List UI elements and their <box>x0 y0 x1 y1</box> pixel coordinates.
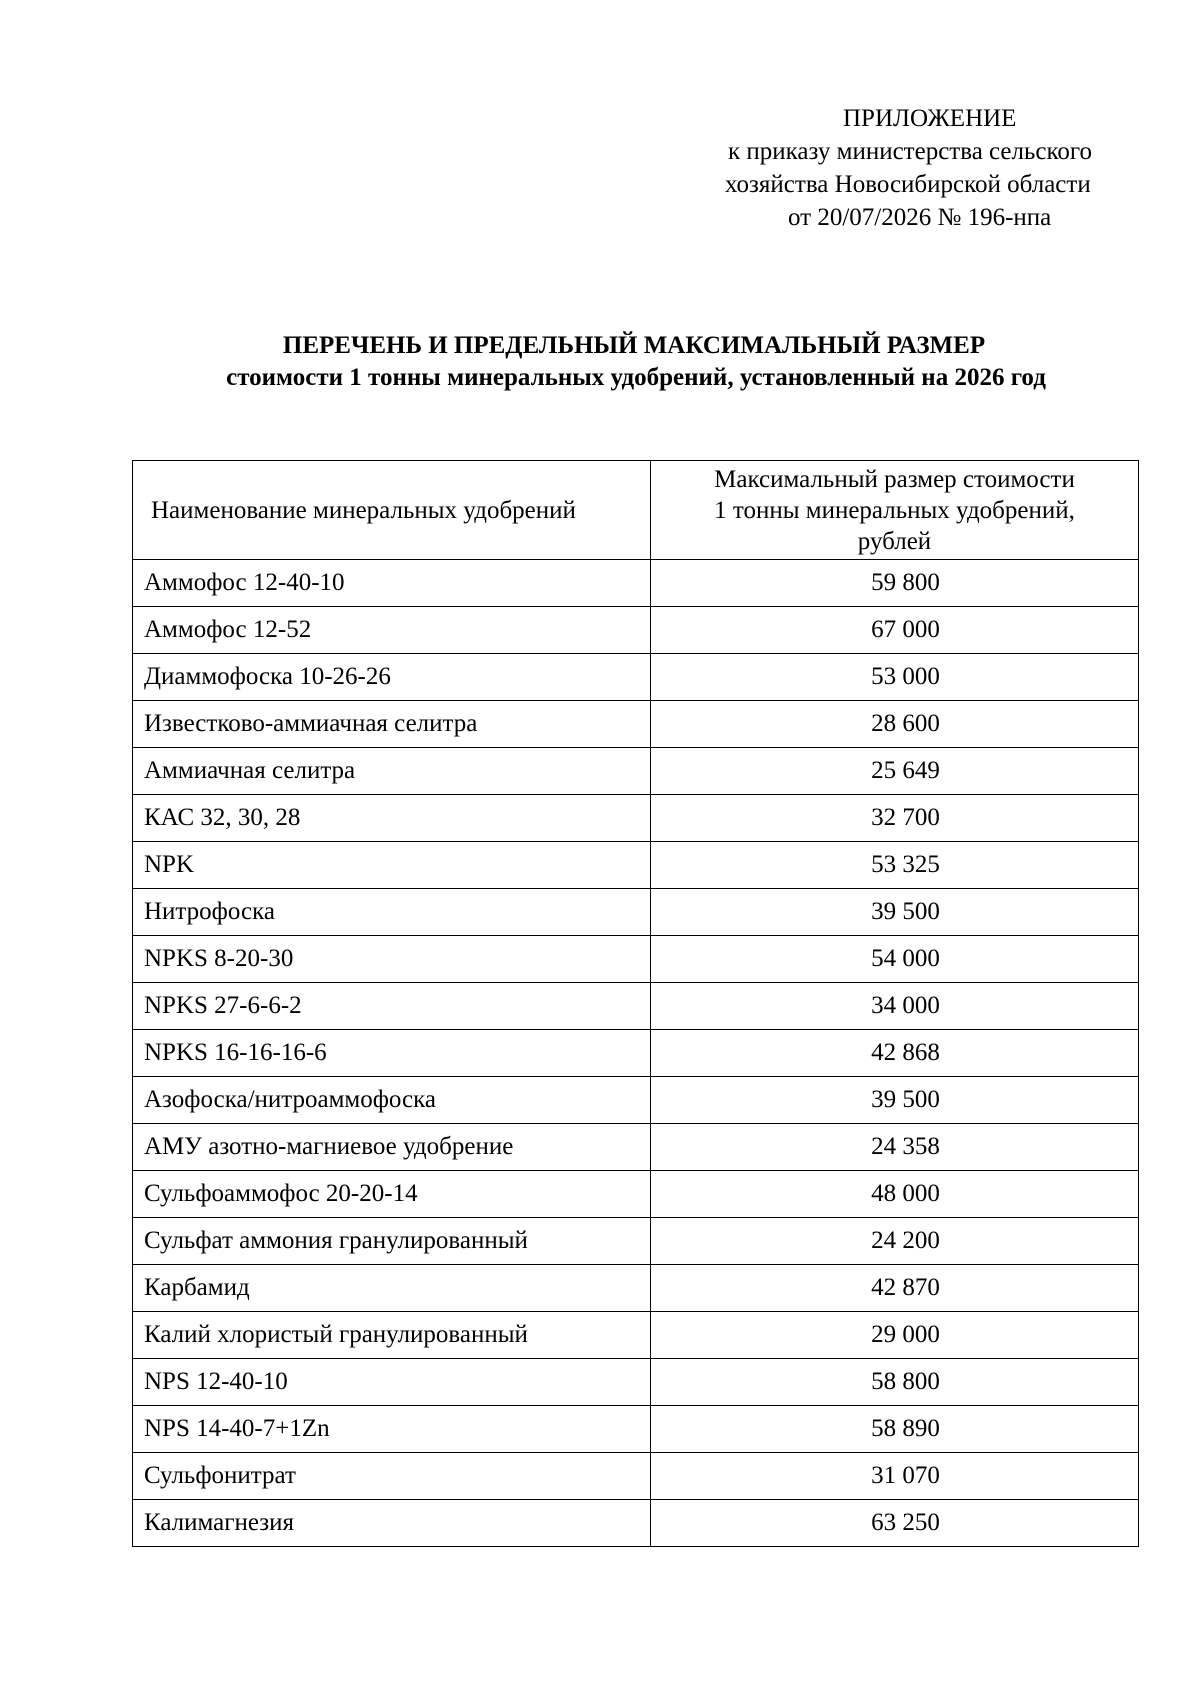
fertilizer-name: NPS 14-40-7+1Zn <box>133 1406 651 1453</box>
fertilizer-price: 67 000 <box>651 607 1139 654</box>
appendix-order-line: к приказу министерства сельского <box>728 138 1093 165</box>
table-row <box>133 1265 1139 1312</box>
column-header-price <box>651 461 1139 560</box>
fertilizer-price: 59 800 <box>651 560 1139 607</box>
fertilizer-price: 42 870 <box>651 1265 1139 1312</box>
fertilizer-price: 28 600 <box>651 701 1139 748</box>
table-row <box>133 936 1139 983</box>
fertilizer-name: NPK <box>133 842 651 889</box>
fertilizer-name: Сульфонитрат <box>133 1453 651 1500</box>
table-row <box>133 1500 1139 1547</box>
fertilizer-price: 31 070 <box>651 1453 1139 1500</box>
table-row <box>133 1312 1139 1359</box>
table-row <box>133 1218 1139 1265</box>
fertilizer-price: 39 500 <box>651 889 1139 936</box>
fertilizer-name: NPS 12-40-10 <box>133 1359 651 1406</box>
document-title-line-2: стоимости 1 тонны минеральных удобрений, установленный на 2026 год <box>226 364 1046 391</box>
appendix-ministry-line: хозяйства Новосибирской области <box>725 171 1091 198</box>
fertilizer-name: Нитрофоска <box>133 889 651 936</box>
fertilizer-name: Аммофос 12-52 <box>133 607 651 654</box>
fertilizer-price: 58 890 <box>651 1406 1139 1453</box>
table-row <box>133 795 1139 842</box>
document-title <box>100 330 1100 394</box>
table-row <box>133 1453 1139 1500</box>
fertilizer-price: 25 649 <box>651 748 1139 795</box>
fertilizer-price: 24 358 <box>651 1124 1139 1171</box>
column-header-price-line-3: рублей <box>857 527 932 555</box>
fertilizer-price: 42 868 <box>651 1030 1139 1077</box>
fertilizer-name: Аммофос 12-40-10 <box>133 560 651 607</box>
fertilizer-name: Калий хлористый гранулированный <box>133 1312 651 1359</box>
fertilizer-price: 29 000 <box>651 1312 1139 1359</box>
table-row <box>133 1077 1139 1124</box>
table-row <box>133 889 1139 936</box>
fertilizer-name: Азофоска/нитроаммофоска <box>133 1077 651 1124</box>
document-title-line-1: ПЕРЕЧЕНЬ И ПРЕДЕЛЬНЫЙ МАКСИМАЛЬНЫЙ РАЗМЕР <box>282 332 986 359</box>
table-row <box>133 1171 1139 1218</box>
fertilizer-name: Известково-аммиачная селитра <box>133 701 651 748</box>
table-row <box>133 1406 1139 1453</box>
table-row <box>133 560 1139 607</box>
fertilizer-name: Сульфат аммония гранулированный <box>133 1218 651 1265</box>
table-row <box>133 1030 1139 1077</box>
fertilizer-price: 63 250 <box>651 1500 1139 1547</box>
fertilizer-price: 32 700 <box>651 795 1139 842</box>
column-header-price-line-1: Максимальный размер стоимости <box>714 465 1075 493</box>
table-row <box>133 654 1139 701</box>
appendix-block <box>700 102 1170 234</box>
fertilizer-name: Аммиачная селитра <box>133 748 651 795</box>
fertilizer-price: 39 500 <box>651 1077 1139 1124</box>
table-row <box>133 1124 1139 1171</box>
table-row <box>133 748 1139 795</box>
fertilizer-name: Сульфоаммофос 20-20-14 <box>133 1171 651 1218</box>
fertilizer-price: 48 000 <box>651 1171 1139 1218</box>
table-header-row <box>133 461 1139 560</box>
fertilizer-name: Карбамид <box>133 1265 651 1312</box>
fertilizer-name: Диаммофоска 10-26-26 <box>133 654 651 701</box>
fertilizer-name: АМУ азотно-магниевое удобрение <box>133 1124 651 1171</box>
table-row <box>133 983 1139 1030</box>
fertilizer-price: 53 000 <box>651 654 1139 701</box>
table-row <box>133 607 1139 654</box>
appendix-date-number: от 20/07/2026 № 196-нпа <box>788 204 1052 231</box>
fertilizer-name: NPKS 8-20-30 <box>133 936 651 983</box>
fertilizer-price-table <box>132 460 1139 1547</box>
fertilizer-price: 54 000 <box>651 936 1139 983</box>
fertilizer-name: Калимагнезия <box>133 1500 651 1547</box>
table-row <box>133 701 1139 748</box>
fertilizer-name: NPKS 27-6-6-2 <box>133 983 651 1030</box>
column-header-name: Наименование минеральных удобрений <box>133 461 651 560</box>
appendix-heading: ПРИЛОЖЕНИЕ <box>843 105 1017 132</box>
table-row <box>133 1359 1139 1406</box>
fertilizer-price: 58 800 <box>651 1359 1139 1406</box>
fertilizer-price: 34 000 <box>651 983 1139 1030</box>
fertilizer-name: NPKS 16-16-16-6 <box>133 1030 651 1077</box>
column-header-price-line-2: 1 тонны минеральных удобрений, <box>714 496 1075 524</box>
table-row <box>133 842 1139 889</box>
fertilizer-price: 53 325 <box>651 842 1139 889</box>
fertilizer-price: 24 200 <box>651 1218 1139 1265</box>
fertilizer-name: КАС 32, 30, 28 <box>133 795 651 842</box>
